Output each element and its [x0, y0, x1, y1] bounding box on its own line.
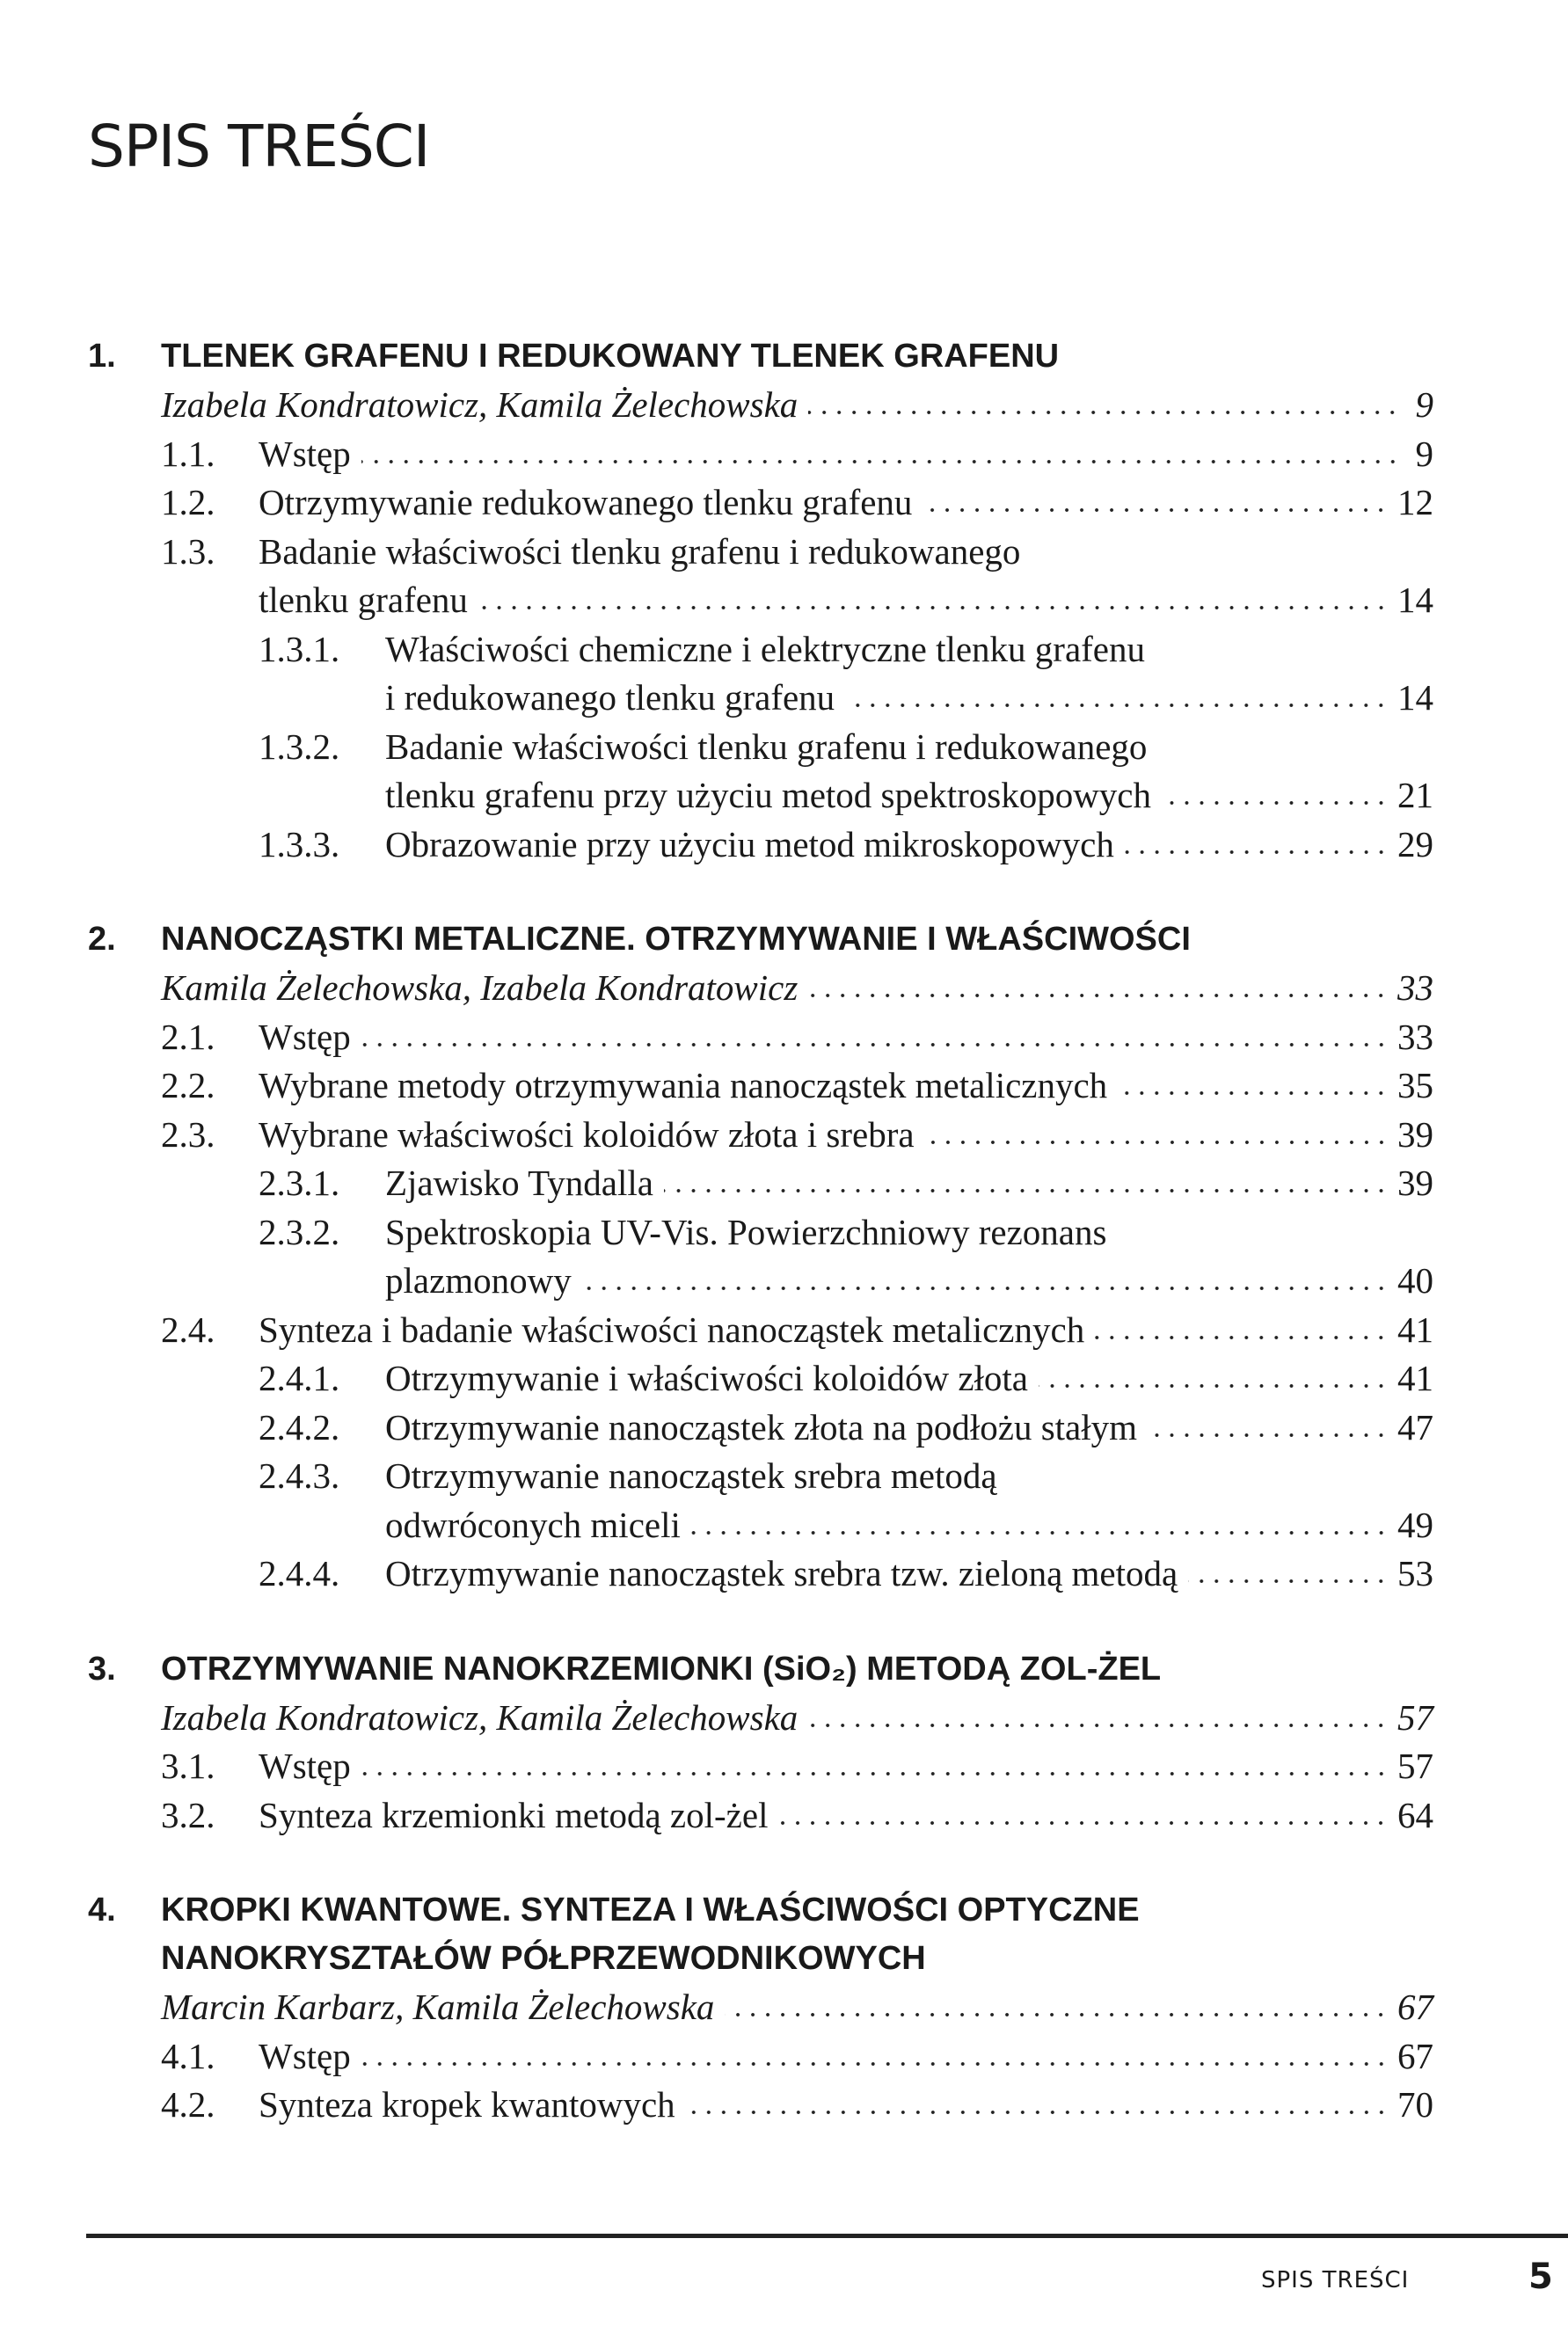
- chapter-title: [161, 1886, 1140, 1983]
- entry-body: [259, 2032, 1433, 2082]
- entry-line: [161, 1983, 1433, 2032]
- entry-body: [259, 1061, 1433, 1111]
- entry-number: 1.3.1.: [259, 628, 340, 669]
- page-ref: 21: [1397, 775, 1433, 815]
- page-ref: 33: [1397, 1016, 1433, 1057]
- entry-body: [385, 625, 1433, 723]
- entry-number: 1.3.2.: [259, 726, 340, 767]
- page-ref: 35: [1397, 1065, 1433, 1105]
- table-of-contents: [88, 332, 1433, 2177]
- dot-leader: [923, 506, 1389, 514]
- entry-line: [259, 1013, 1433, 1062]
- toc-entry: [88, 625, 1433, 723]
- toc-entry: [88, 430, 1433, 479]
- entry-line: [385, 1550, 1433, 1599]
- page-ref: 57: [1397, 1696, 1433, 1738]
- entry-number: 2.1.: [161, 1016, 215, 1057]
- entry-body: [259, 1013, 1433, 1062]
- entry-number: 3.2.: [161, 1794, 215, 1835]
- entry-line: [161, 1694, 1433, 1743]
- entry-body: [259, 1111, 1433, 1160]
- entry-text: Otrzymywanie redukowanego tlenku grafenu: [259, 482, 913, 522]
- toc-entry: [88, 1791, 1433, 1841]
- entry-text: Otrzymywanie nanocząstek złota na podłożu stałym: [385, 1406, 1138, 1447]
- footer-rule: [86, 2234, 1568, 2238]
- chapter-heading: [88, 915, 1433, 964]
- entry-body: [259, 478, 1433, 528]
- entry-number: 2.3.: [161, 1113, 215, 1155]
- entry-line: [385, 1501, 1433, 1550]
- entry-text: Synteza kropek kwantowych: [259, 2084, 675, 2125]
- entry-line: [259, 528, 1433, 577]
- entry-number: 2.3.2.: [259, 1211, 340, 1252]
- page-ref: 40: [1397, 1260, 1433, 1301]
- entry-body: [259, 430, 1433, 479]
- dot-leader: [808, 991, 1389, 1000]
- entry-line: [259, 1791, 1433, 1841]
- page-ref: 53: [1397, 1553, 1433, 1593]
- dot-leader: [1125, 848, 1389, 857]
- chapter-title-line: OTRZYMYWANIE NANOKRZEMIONKI (SiO₂) METODĄ ZOL-ŻEL: [161, 1650, 1162, 1688]
- dot-leader: [778, 1819, 1389, 1827]
- authors-body: [161, 1983, 1433, 2032]
- page-ref: 9: [1415, 433, 1433, 474]
- entry-body: [259, 1306, 1433, 1355]
- entry-number: 2.4.2.: [259, 1406, 340, 1447]
- toc-entry: [88, 723, 1433, 820]
- dot-leader: [1148, 1431, 1389, 1440]
- entry-line: [385, 771, 1433, 820]
- entry-line: [259, 2081, 1433, 2130]
- chapter-heading: [88, 332, 1433, 381]
- entry-line: [385, 723, 1433, 772]
- authors-text: Izabela Kondratowicz, Kamila Żelechowska: [161, 384, 799, 425]
- chapter-heading: [88, 1886, 1433, 1983]
- toc-entry: [88, 1354, 1433, 1404]
- entry-text: Wstęp: [259, 433, 351, 474]
- entry-number: 2.4.1.: [259, 1358, 340, 1398]
- chapter-title: [161, 915, 1191, 964]
- entry-line: [259, 1111, 1433, 1160]
- entry-line: [259, 1061, 1433, 1111]
- toc-entry: [88, 820, 1433, 870]
- dot-leader: [686, 2108, 1389, 2117]
- toc-entry: [88, 1111, 1433, 1160]
- entry-text: Synteza i badanie właściwości nanocząstek metalicznych: [259, 1309, 1085, 1350]
- entry-text: Obrazowanie przy użyciu metod mikroskopowych: [385, 823, 1114, 864]
- entry-line: [385, 1208, 1433, 1258]
- dot-leader: [1162, 798, 1389, 807]
- chapter-title: [161, 1645, 1161, 1694]
- page-ref: 57: [1397, 1746, 1433, 1786]
- entry-body: [385, 1208, 1433, 1306]
- page-ref: 39: [1397, 1163, 1433, 1203]
- dot-leader: [664, 1186, 1389, 1195]
- toc-entry: [88, 1306, 1433, 1355]
- entry-text: Wstęp: [259, 1016, 351, 1057]
- page-ref: 14: [1397, 677, 1433, 718]
- page-ref: 67: [1397, 1987, 1433, 2027]
- entry-text: Otrzymywanie i właściwości koloidów złota: [385, 1358, 1028, 1398]
- entry-text: tlenku grafenu: [259, 580, 468, 620]
- entry-number: 1.3.: [161, 530, 215, 572]
- chapter-number: 2.: [88, 921, 116, 958]
- page-ref: 47: [1397, 1406, 1433, 1447]
- entry-line: [385, 1159, 1433, 1208]
- chapter-number: 4.: [88, 1892, 116, 1929]
- entry-number: 1.1.: [161, 433, 215, 474]
- entry-text: Spektroskopia UV-Vis. Powierzchniowy rezonans: [385, 1211, 1107, 1252]
- entry-text: Otrzymywanie nanocząstek srebra tzw. zieloną metodą: [385, 1553, 1178, 1593]
- entry-number: 2.3.1.: [259, 1163, 340, 1203]
- entry-line: [385, 1404, 1433, 1453]
- page-ref: 39: [1397, 1113, 1433, 1155]
- authors-text: Kamila Żelechowska, Izabela Kondratowicz: [161, 967, 799, 1008]
- entry-body: [385, 1159, 1433, 1208]
- toc-entry: [88, 478, 1433, 528]
- entry-line: [385, 674, 1433, 723]
- toc-entry: [88, 1550, 1433, 1599]
- authors-body: [161, 381, 1433, 430]
- dot-leader: [808, 1721, 1389, 1730]
- toc-entry: [88, 1061, 1433, 1111]
- dot-leader: [1095, 1333, 1389, 1342]
- entry-line: [259, 1306, 1433, 1355]
- entry-body: [385, 723, 1433, 820]
- dot-leader: [808, 408, 1400, 417]
- dot-leader: [1039, 1382, 1389, 1390]
- running-footer-label: SPIS TREŚCI: [1261, 2267, 1410, 2293]
- chapter-section: [88, 1886, 1433, 2130]
- dot-leader: [361, 457, 1400, 466]
- entry-line: [385, 1257, 1433, 1306]
- entry-body: [385, 1452, 1433, 1550]
- entry-text: Wybrane metody otrzymywania nanocząstek metalicznych: [259, 1065, 1108, 1105]
- entry-line: [259, 478, 1433, 528]
- entry-number: 1.3.3.: [259, 823, 340, 864]
- entry-text: tlenku grafenu przy użyciu metod spektroskopowych: [385, 775, 1152, 815]
- chapter-authors: [88, 381, 1433, 430]
- entry-line: [259, 430, 1433, 479]
- dot-leader: [361, 1769, 1389, 1778]
- entry-text: Wybrane właściwości koloidów złota i srebra: [259, 1113, 915, 1155]
- chapter-title: [161, 332, 1059, 381]
- page-ref: 41: [1397, 1309, 1433, 1350]
- entry-body: [259, 2081, 1433, 2130]
- entry-body: [259, 1791, 1433, 1841]
- dot-leader: [1188, 1577, 1389, 1586]
- page-number: 5: [1528, 2257, 1553, 2297]
- toc-entry: [88, 1208, 1433, 1306]
- authors-text: Marcin Karbarz, Kamila Żelechowska: [161, 1987, 715, 2027]
- dot-leader: [691, 1528, 1389, 1537]
- toc-entry: [88, 2032, 1433, 2082]
- entry-line: [385, 820, 1433, 870]
- chapter-title-line: NANOCZĄSTKI METALICZNE. OTRZYMYWANIE I WŁAŚCIWOŚCI: [161, 921, 1191, 958]
- toc-entry: [88, 1404, 1433, 1453]
- entry-line: [259, 1742, 1433, 1791]
- dot-leader: [361, 2060, 1389, 2068]
- entry-text: Wstęp: [259, 1746, 351, 1786]
- chapter-section: [88, 1645, 1433, 1841]
- entry-text: Zjawisko Tyndalla: [385, 1163, 653, 1203]
- chapter-heading: [88, 1645, 1433, 1694]
- entry-number: 1.2.: [161, 482, 215, 522]
- chapter-authors: [88, 1694, 1433, 1743]
- entry-number: 2.4.3.: [259, 1455, 340, 1496]
- authors-text: Izabela Kondratowicz, Kamila Żelechowska: [161, 1696, 799, 1738]
- entry-text: Synteza krzemionki metodą zol-żel: [259, 1794, 769, 1835]
- page-ref: 49: [1397, 1504, 1433, 1545]
- chapter-title-line: KROPKI KWANTOWE. SYNTEZA I WŁAŚCIWOŚCI OPTYCZNE: [161, 1892, 1140, 1929]
- toc-entry: [88, 528, 1433, 625]
- dot-leader: [582, 1284, 1389, 1293]
- dot-leader: [478, 603, 1389, 612]
- entry-text: Wstęp: [259, 2035, 351, 2076]
- entry-number: 2.4.: [161, 1309, 215, 1350]
- page-ref: 12: [1397, 482, 1433, 522]
- entry-body: [259, 528, 1433, 625]
- entry-body: [259, 1742, 1433, 1791]
- chapter-authors: [88, 1983, 1433, 2032]
- page-ref: 41: [1397, 1358, 1433, 1398]
- toc-entry: [88, 1742, 1433, 1791]
- entry-line: [161, 381, 1433, 430]
- page-ref: 9: [1415, 384, 1433, 425]
- entry-text: Właściwości chemiczne i elektryczne tlenku grafenu: [385, 628, 1146, 669]
- page-ref: 67: [1397, 2035, 1433, 2076]
- authors-body: [161, 964, 1433, 1013]
- entry-number: 4.2.: [161, 2084, 215, 2125]
- authors-body: [161, 1694, 1433, 1743]
- dot-leader: [1118, 1089, 1389, 1097]
- entry-text: Badanie właściwości tlenku grafenu i redukowanego: [259, 530, 1021, 572]
- entry-text: i redukowanego tlenku grafenu: [385, 677, 835, 718]
- chapter-number: 1.: [88, 338, 116, 375]
- dot-leader: [845, 701, 1389, 710]
- page-ref: 29: [1397, 823, 1433, 864]
- toc-entry: [88, 2081, 1433, 2130]
- entry-line: [161, 964, 1433, 1013]
- toc-entry: [88, 1452, 1433, 1550]
- toc-entry: [88, 1013, 1433, 1062]
- entry-text: odwróconych miceli: [385, 1504, 681, 1545]
- entry-text: Otrzymywanie nanocząstek srebra metodą: [385, 1455, 997, 1496]
- entry-line: [259, 2032, 1433, 2082]
- toc-entry: [88, 1159, 1433, 1208]
- entry-line: [385, 1452, 1433, 1501]
- page-ref: 33: [1397, 967, 1433, 1008]
- page-ref: 64: [1397, 1794, 1433, 1835]
- chapter-title-line: TLENEK GRAFENU I REDUKOWANY TLENEK GRAFENU: [161, 338, 1060, 375]
- chapter-section: [88, 915, 1433, 1599]
- entry-number: 3.1.: [161, 1746, 215, 1786]
- entry-body: [385, 1354, 1433, 1404]
- entry-number: 4.1.: [161, 2035, 215, 2076]
- entry-line: [385, 1354, 1433, 1404]
- entry-number: 2.2.: [161, 1065, 215, 1105]
- dot-leader: [925, 1138, 1389, 1147]
- entry-text: Badanie właściwości tlenku grafenu i redukowanego: [385, 726, 1148, 767]
- chapter-number: 3.: [88, 1650, 116, 1688]
- page-ref: 70: [1397, 2084, 1433, 2125]
- dot-leader: [725, 2010, 1389, 2019]
- dot-leader: [361, 1040, 1389, 1049]
- chapter-title-line: NANOKRYSZTAŁÓW PÓŁPRZEWODNIKOWYCH: [161, 1940, 926, 1977]
- entry-line: [385, 625, 1433, 675]
- page-ref: 14: [1397, 580, 1433, 620]
- entry-body: [385, 820, 1433, 870]
- entry-line: [259, 576, 1433, 625]
- entry-body: [385, 1404, 1433, 1453]
- chapter-section: [88, 332, 1433, 869]
- entry-number: 2.4.4.: [259, 1553, 340, 1593]
- chapter-authors: [88, 964, 1433, 1013]
- entry-text: plazmonowy: [385, 1260, 572, 1301]
- page-title: SPIS TREŚCI: [88, 113, 430, 180]
- entry-body: [385, 1550, 1433, 1599]
